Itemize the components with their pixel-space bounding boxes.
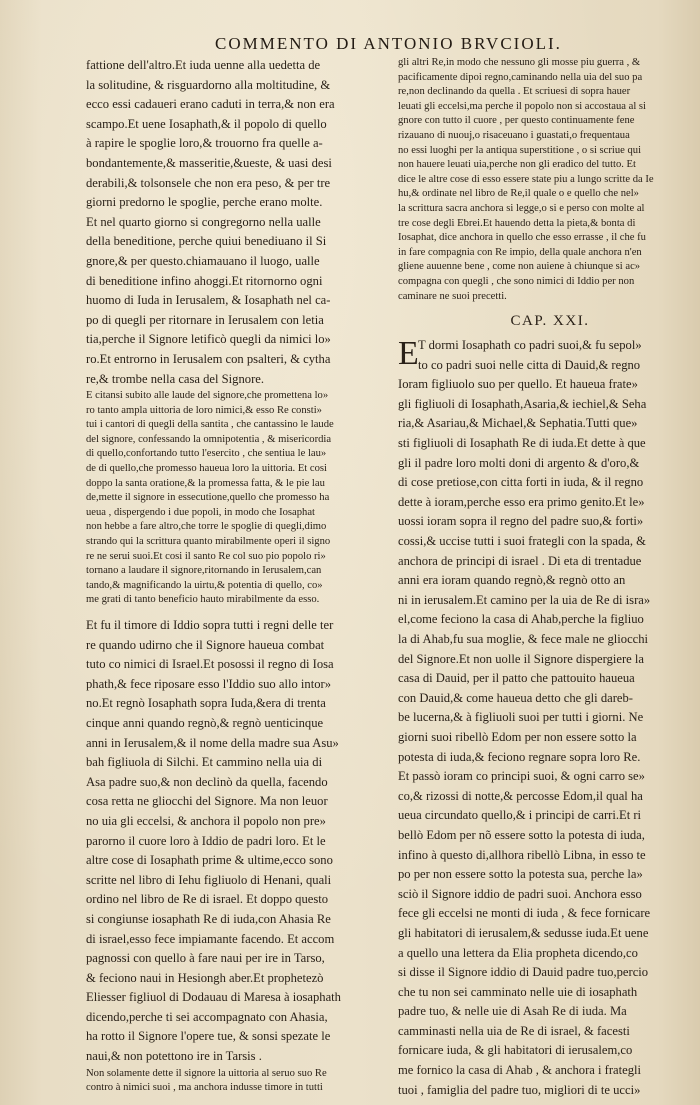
commentary-block-right [398, 56, 686, 304]
commentary-line: leuati gli eccelsi,ma perche il popolo non si accostaua al si [398, 100, 646, 112]
commentary-line: me grati di tanto beneficio hauto mirabilmente da esso. [86, 594, 320, 606]
commentary-line: hu,& ordinate nel libro de Re,il quale o e quello che nel» [398, 188, 639, 200]
text-line: ueua circundato quello,& i principi de carri.Et ri [398, 808, 642, 823]
commentary-block-1 [86, 389, 388, 608]
commentary-line: Non solamente dette il signore la uittoria al seruo suo Re [86, 1067, 327, 1079]
commentary-line: in fare compagnia con Re impio, della quale anchora n'en [398, 246, 642, 258]
text-line: altre cose di Iosaphath prime & ultime,ecco sono [86, 853, 333, 868]
text-line: del Signore.Et non uolle il Signore dispergiere la [398, 651, 644, 666]
commentary-line: rizauano di nuouj,o risaceuano i guastati,o frequentaua [398, 129, 630, 141]
text-line: giorni suoi ribellò Edom per non essere sotto la [398, 729, 637, 744]
text-line: a quello una lettera da Elia propheta dicendo,co [398, 945, 638, 960]
text-line: el,come feciono la casa di Ahab,perche la figliuo [398, 612, 644, 627]
text-line: Et nel quarto giorno si congregorno nella ualle [86, 214, 321, 229]
text-line: me fornico la casa di Ahab , & anchora i frategli [398, 1063, 642, 1078]
text-line: huomo di Iuda in Ierusalem, & Iosaphath nel ca- [86, 293, 331, 308]
text-line: la di Ahab,fu sua moglie, & fece male ne gliocchi [398, 632, 649, 646]
text-line: Et fu il timore di Iddio sopra tutti i regni delle ter [86, 618, 334, 632]
text-line: uossi ioram sopra il regno del padre suo,& forti» [398, 514, 644, 529]
text-line: gli habitatori di ierusalem,& sedusse iuda.Et uene [398, 925, 649, 940]
text-line: ria,& Asariau,& Michael,& Sephatia.Tutti que» [398, 416, 638, 431]
commentary-line: gli altri Re,in modo che nessuno gli mosse piu guerra , & [398, 57, 641, 68]
text-line: gnore,& per questo.chiamauano il luogo, ualle [86, 253, 320, 268]
text-line: fece gli eccelsi ne monti di iuda , & fece fornicare [398, 906, 651, 921]
commentary-line: Iosaphat, dice anchora in quello che esso errasse , il che fu [398, 232, 646, 244]
text-line: anni era ioram quando regnò,& regnò otto an [398, 573, 626, 588]
text-line: anni in Ierusalem,& il nome della madre sua Asu» [86, 735, 339, 750]
text-line: sti figliuoli di Iosaphath Re di iuda.Et dette à que [398, 436, 646, 451]
text-line: ordino nel libro de Re di israel. Et doppo questo [86, 892, 329, 907]
text-line: scampo.Et uene Iosaphath,& il popolo di quello [86, 116, 327, 131]
text-line: tuto co nimici di Israel.Et posossi il regno di Iosa [86, 657, 334, 672]
chapter-heading: CAP. XXI. [510, 313, 590, 330]
text-line: cosa retta ne gliocchi del Signore. Ma non leuor [86, 794, 328, 809]
text-line: Ioram figliuolo suo per quello. Et haueua frate» [398, 377, 638, 392]
text-line: gli il padre loro molti doni di argento & d'oro,& [398, 455, 640, 470]
commentary-line: non hauere leuati uia,perche non gli eradico del tutto. Et [398, 159, 636, 171]
text-line: con Dauid,& come haueua detto che gli dareb- [398, 690, 633, 705]
commentary-line: ueua , dispergendo i due popoli, in modo che Iosaphat [86, 506, 315, 518]
text-line: ecco essi cadaueri erano caduti in terra,& non era [86, 97, 335, 112]
text-line: della beneditione, perche quiui benediuano il Si [86, 234, 327, 249]
commentary-line: non hebbe a fare altro,che torre le spoglie di quegli,dimo [86, 521, 327, 533]
commentary-line: compagna con quegli , che sono nimici di Iddio per non [398, 275, 635, 287]
text-line: ha rotto il Signore l'opere tue, & sonsi spezate le [86, 1029, 331, 1044]
commentary-line: contro à nimici suoi , ma anchora indusse timore in tutti [86, 1082, 323, 1094]
text-line: Asa padre suo,& non declinò da quella, facendo [86, 774, 328, 789]
commentary-line: gnore con tutto il cuore , per questo continuamente fene [398, 115, 635, 127]
text-line: no.Et regnò Iosaphath sopra Iuda,&era di trenta [86, 696, 326, 711]
text-line: bondantemente,& masseritie,&ueste, & uasi desi [86, 155, 332, 170]
text-line: che tu non sei camminato nelle uie di iosaphath [398, 984, 638, 999]
text-line: la solitudine, & risguardorno alla moltitudine, & [86, 77, 331, 92]
text-line: to co padri suoi nelle citta di Dauid,& regno [418, 357, 641, 372]
text-line: tia,perche il Signore letificò quegli da nimici lo» [86, 332, 331, 347]
commentary-line: ro tanto ampla uittoria de loro nimici,& esso Re consti» [86, 404, 322, 416]
text-line: anchora de principi di israel . Di eta di trentadue [398, 553, 642, 568]
commentary-block-2 [86, 1067, 388, 1096]
text-line: camminasti nella uia de Re di israel, & facesti [398, 1023, 630, 1038]
commentary-line: caminare ne suoi precetti. [398, 290, 507, 302]
text-line: bah figliuola di Silchi. Et cammino nella uia di [86, 755, 323, 770]
text-line: ni in ierusalem.Et camino per la uia de Re di isra» [398, 592, 651, 607]
scripture-block-1 [86, 56, 388, 389]
text-line: cinque anni quando regnò,& regnò uenticinque [86, 715, 324, 730]
commentary-line: re,non declinando da quella . Et scriuesi di sopra hauer [398, 86, 631, 98]
text-line: pagnossi con quello à fare naui per ire in Tarso, [86, 951, 325, 966]
right-column [398, 56, 686, 1100]
text-line: be lucerna,& à figliuoli suoi per tutti i giorni. Ne [398, 710, 644, 725]
commentary-line: de di quello,che promesso haueua loro la uittoria. Et cosi [86, 463, 327, 475]
text-line: potesta di iuda,& feciono regnare sopra loro Re. [398, 749, 641, 764]
text-line: dette à ioram,perche esso era primo genito.Et le» [398, 494, 645, 509]
text-line: à rapire le spoglie loro,& trouorno fra quelle a- [86, 136, 323, 151]
text-line: dicendo,perche ti sei accompagnato con Ahasia, [86, 1009, 328, 1024]
text-line: bellò Edom per nõ essere sotto la potesta di iuda, [398, 827, 645, 842]
text-line: di israel,esso fece impiamante facendo. Et accom [86, 931, 335, 946]
text-line: re quando udirno che il Signore haueua combat [86, 637, 325, 652]
commentary-line: tre cose degli Ebrei.Et hauendo detta la pieta,& bonta di [398, 217, 636, 229]
text-line: sciò il Signore iddio de padri suoi. Anchora esso [398, 886, 642, 901]
text-line: gli figliuoli di Iosaphath,Asaria,& iechiel,& Seha [398, 396, 647, 411]
text-line: si disse il Signore iddio di Dauid padre tuo,percio [398, 965, 649, 980]
text-line: fattione dell'altro.Et iuda uenne alla uedetta de [86, 58, 321, 72]
text-line: no uia gli eccelsi, & anchora il popolo non pre» [86, 813, 326, 828]
chapter-opening [398, 336, 686, 375]
commentary-line: dice le altre cose di esso essere state piu a lungo scritte da Ie [398, 173, 654, 185]
text-line: padre tuo, & nelle uie di Asah Re di iuda. Ma [398, 1004, 627, 1019]
commentary-line: strando qui la scrittura quanto mirabilmente operi il signo [86, 536, 331, 548]
text-line: ro.Et entrorno in Ierusalem con psalteri, & cytha [86, 351, 331, 366]
running-head: COMMENTO DI ANTONIO BRVCIOLI. [215, 34, 562, 53]
commentary-line: re ne serui suoi.Et cosi il santo Re col suo pio popolo ri» [86, 550, 326, 562]
text-line: scritte nel libro di Iehu figliuolo di Henani, quali [86, 872, 332, 887]
scripture-block-right [398, 375, 686, 1100]
drop-cap: E [398, 335, 419, 373]
scripture-block-2 [86, 616, 388, 1067]
commentary-line: tornano a laudare il signore,ritornando in Ierusalem,can [86, 565, 322, 577]
left-column [86, 56, 388, 1096]
text-line: giorni predorno le spoglie, perche erano molte. [86, 195, 323, 210]
text-line: Eliesser figliuol di Dodauau di Maresa à iosaphath [86, 990, 341, 1005]
text-line: cossi,& uccise tutti i suoi frategli con la spada, & [398, 534, 646, 549]
commentary-line: pacificamente dipoi regno,caminando nella uia del suo pa [398, 71, 643, 83]
text-line: po per non essere sotto la potesta sua, perche la» [398, 867, 643, 882]
text-line: di beneditione infino ahoggi.Et ritornorno ogni [86, 273, 323, 288]
text-line: po di quegli per ritornare in Ierusalem con letia [86, 312, 324, 327]
commentary-line: tando,& magnificando la uirtu,& potentia di quello, co» [86, 579, 323, 591]
commentary-line: di quello,confortando tutto l'esercito , che sentiua le lau» [86, 448, 327, 460]
text-line: phath,& fece riposare esso l'Iddio suo allo intor» [86, 676, 331, 691]
text-line: casa di Dauid, per il patto che pattouito haueua [398, 671, 635, 686]
text-line: infino à questo di,allhora ribellò Libna, in esso te [398, 847, 646, 862]
text-line: naui,& non potettono ire in Tarsis . [86, 1049, 262, 1064]
text-line: di cose pretiose,con citta forti in iuda, & il regno [398, 475, 644, 490]
commentary-line: gliene auuenne bene , come non auiene à chiunque si ac» [398, 261, 641, 273]
commentary-line: E citansi subito alle laude del signore,che promettena lo» [86, 390, 329, 402]
commentary-line: tui i cantori di quegli della santita , che cantassino le laude [86, 419, 334, 431]
text-line: derabili,& tolsonsele che non era peso, & per tre [86, 175, 331, 190]
text-line: si congiunse iosaphath Re di iuda,con Ahasia Re [86, 911, 331, 926]
text-line: Et passò ioram co principi suoi, & ogni carro se» [398, 769, 645, 784]
commentary-line: del signore, confessando la omnipotentia , & misericordia [86, 433, 332, 445]
commentary-line: la scrittura sacra anchora si legge,o si e perso con molte al [398, 202, 645, 214]
text-line: tuoi , famiglia del padre tuo, migliori di te ucci» [398, 1082, 641, 1097]
text-line: T dormi Iosaphath co padri suoi,& fu sepol» [418, 338, 642, 353]
text-line: co,& rizossi di notte,& percosse Edom,il qual ha [398, 788, 643, 803]
text-line: parorno il cuore loro à Iddio de padri loro. Et le [86, 833, 326, 848]
text-line: fornicare iuda, & gli habitatori di ierusalem,co [398, 1043, 633, 1058]
text-line: re,& trombe nella casa del Signore. [86, 371, 264, 386]
commentary-line: no essi luoghi per la antiqua superstitione , o si scriue qui [398, 144, 642, 156]
text-line: & feciono naui in Hesiongh aber.Et prophetezò [86, 970, 324, 985]
commentary-line: de,mette il signore in essecutione,quello che promesso ha [86, 492, 330, 504]
commentary-line: doppo la santa oratione,& la promessa fatta, & le pie lau [86, 477, 325, 489]
